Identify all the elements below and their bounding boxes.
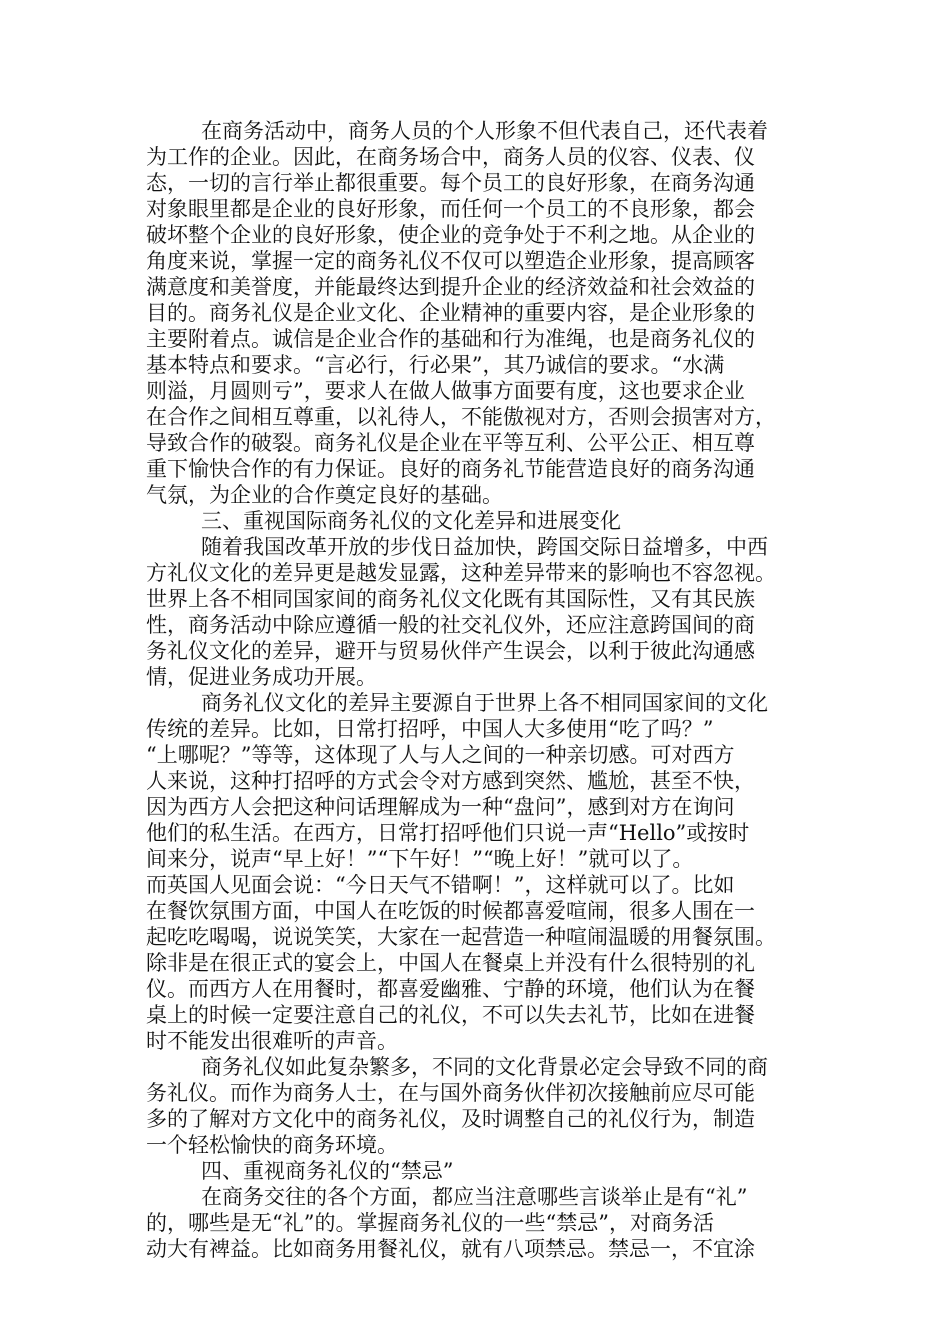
text-line: 在商务活动中，商务人员的个人形象不但代表自己，还代表着 <box>201 119 768 143</box>
text-line: 目的。商务礼仪是企业文化、企业精神的重要内容，是企业形象的 <box>146 301 755 325</box>
text-line: 务礼仪文化的差异，避开与贸易伙伴产生误会，以利于彼此沟通感 <box>146 639 755 663</box>
text-line: 人来说，这种打招呼的方式会令对方感到突然、尴尬，甚至不快， <box>146 769 755 793</box>
text-line: 重下愉快合作的有力保证。良好的商务礼节能营造良好的商务沟通 <box>146 457 755 481</box>
text-line: 而英国人见面会说：“今日天气不错啊！”，这样就可以了。比如 <box>146 873 735 897</box>
text-line: 在商务交往的各个方面，都应当注意哪些言谈举止是有“礼” <box>201 1185 748 1209</box>
text-line: 商务礼仪如此复杂繁多，不同的文化背景必定会导致不同的商 <box>201 1055 768 1079</box>
document-body <box>146 118 814 1262</box>
text-line: 因为西方人会把这种问话理解成为一种“盘问”，感到对方在询问 <box>146 795 735 819</box>
text-line: 在餐饮氛围方面，中国人在吃饭的时候都喜爱喧闹，很多人围在一 <box>146 899 755 923</box>
text-line: 满意度和美誉度，并能最终达到提升企业的经济效益和社会效益的 <box>146 275 755 299</box>
text-line: 基本特点和要求。“言必行，行必果”，其乃诚信的要求。“水满 <box>146 353 725 377</box>
text-line: 动大有裨益。比如商务用餐礼仪，就有八项禁忌。禁忌一，不宜涂 <box>146 1237 755 1261</box>
text-line: 对象眼里都是企业的良好形象，而任何一个员工的不良形象，都会 <box>146 197 755 221</box>
text-line: 间来分，说声“早上好！”“下午好！”“晚上好！”就可以了。 <box>146 847 694 871</box>
text-line: 气氛，为企业的合作奠定良好的基础。 <box>146 483 503 507</box>
text-line: 情，促进业务成功开展。 <box>146 665 377 689</box>
text-line: 则溢，月圆则亏”，要求人在做人做事方面要有度，这也要求企业 <box>146 379 745 403</box>
text-line: 一个轻松愉快的商务环境。 <box>146 1133 398 1157</box>
text-line: 导致合作的破裂。商务礼仪是企业在平等互利、公平公正、相互尊 <box>146 431 755 455</box>
text-line: 他们的私生活。在西方，日常打招呼他们只说一声“Hello”或按时 <box>146 821 750 845</box>
text-line: 时不能发出很难听的声音。 <box>146 1029 398 1053</box>
text-line: 传统的差异。比如，日常打招呼，中国人大多使用“吃了吗？” <box>146 717 714 741</box>
text-line: 主要附着点。诚信是企业合作的基础和行为准绳，也是商务礼仪的 <box>146 327 755 351</box>
text-line: 商务礼仪文化的差异主要源自于世界上各不相同国家间的文化 <box>201 691 768 715</box>
text-line: 多的了解对方文化中的商务礼仪，及时调整自己的礼仪行为，制造 <box>146 1107 755 1131</box>
text-line: 起吃吃喝喝，说说笑笑，大家在一起营造一种喧闹温暖的用餐氛围。 <box>146 925 776 949</box>
text-line: 随着我国改革开放的步伐日益加快，跨国交际日益增多，中西 <box>201 535 768 559</box>
text-line: 破坏整个企业的良好形象，使企业的竞争处于不利之地。从企业的 <box>146 223 755 247</box>
text-line: 仪。而西方人在用餐时，都喜爱幽雅、宁静的环境，他们认为在餐 <box>146 977 755 1001</box>
text-line: “上哪呢？”等等，这体现了人与人之间的一种亲切感。可对西方 <box>146 743 735 767</box>
text-line: 四、重视商务礼仪的“禁忌” <box>201 1159 454 1183</box>
text-line: 务礼仪。而作为商务人士，在与国外商务伙伴初次接触前应尽可能 <box>146 1081 755 1105</box>
text-line: 三、重视国际商务礼仪的文化差异和进展变化 <box>201 509 621 533</box>
text-line: 为工作的企业。因此，在商务场合中，商务人员的仪容、仪表、仪 <box>146 145 755 169</box>
text-line: 在合作之间相互尊重，以礼待人，不能傲视对方，否则会损害对方， <box>146 405 776 429</box>
text-line: 除非是在很正式的宴会上，中国人在餐桌上并没有什么很特别的礼 <box>146 951 755 975</box>
text-line: 桌上的时候一定要注意自己的礼仪，不可以失去礼节，比如在进餐 <box>146 1003 755 1027</box>
text-line: 世界上各不相同国家间的商务礼仪文化既有其国际性，又有其民族 <box>146 587 755 611</box>
text-line: 方礼仪文化的差异更是越发显露，这种差异带来的影响也不容忽视。 <box>146 561 776 585</box>
text-line: 角度来说，掌握一定的商务礼仪不仅可以塑造企业形象，提高顾客 <box>146 249 755 273</box>
text-line: 的，哪些是无“礼”的。掌握商务礼仪的一些“禁忌”，对商务活 <box>146 1211 714 1235</box>
text-line: 性，商务活动中除应遵循一般的社交礼仪外，还应注意跨国间的商 <box>146 613 755 637</box>
text-line: 态，一切的言行举止都很重要。每个员工的良好形象，在商务沟通 <box>146 171 755 195</box>
